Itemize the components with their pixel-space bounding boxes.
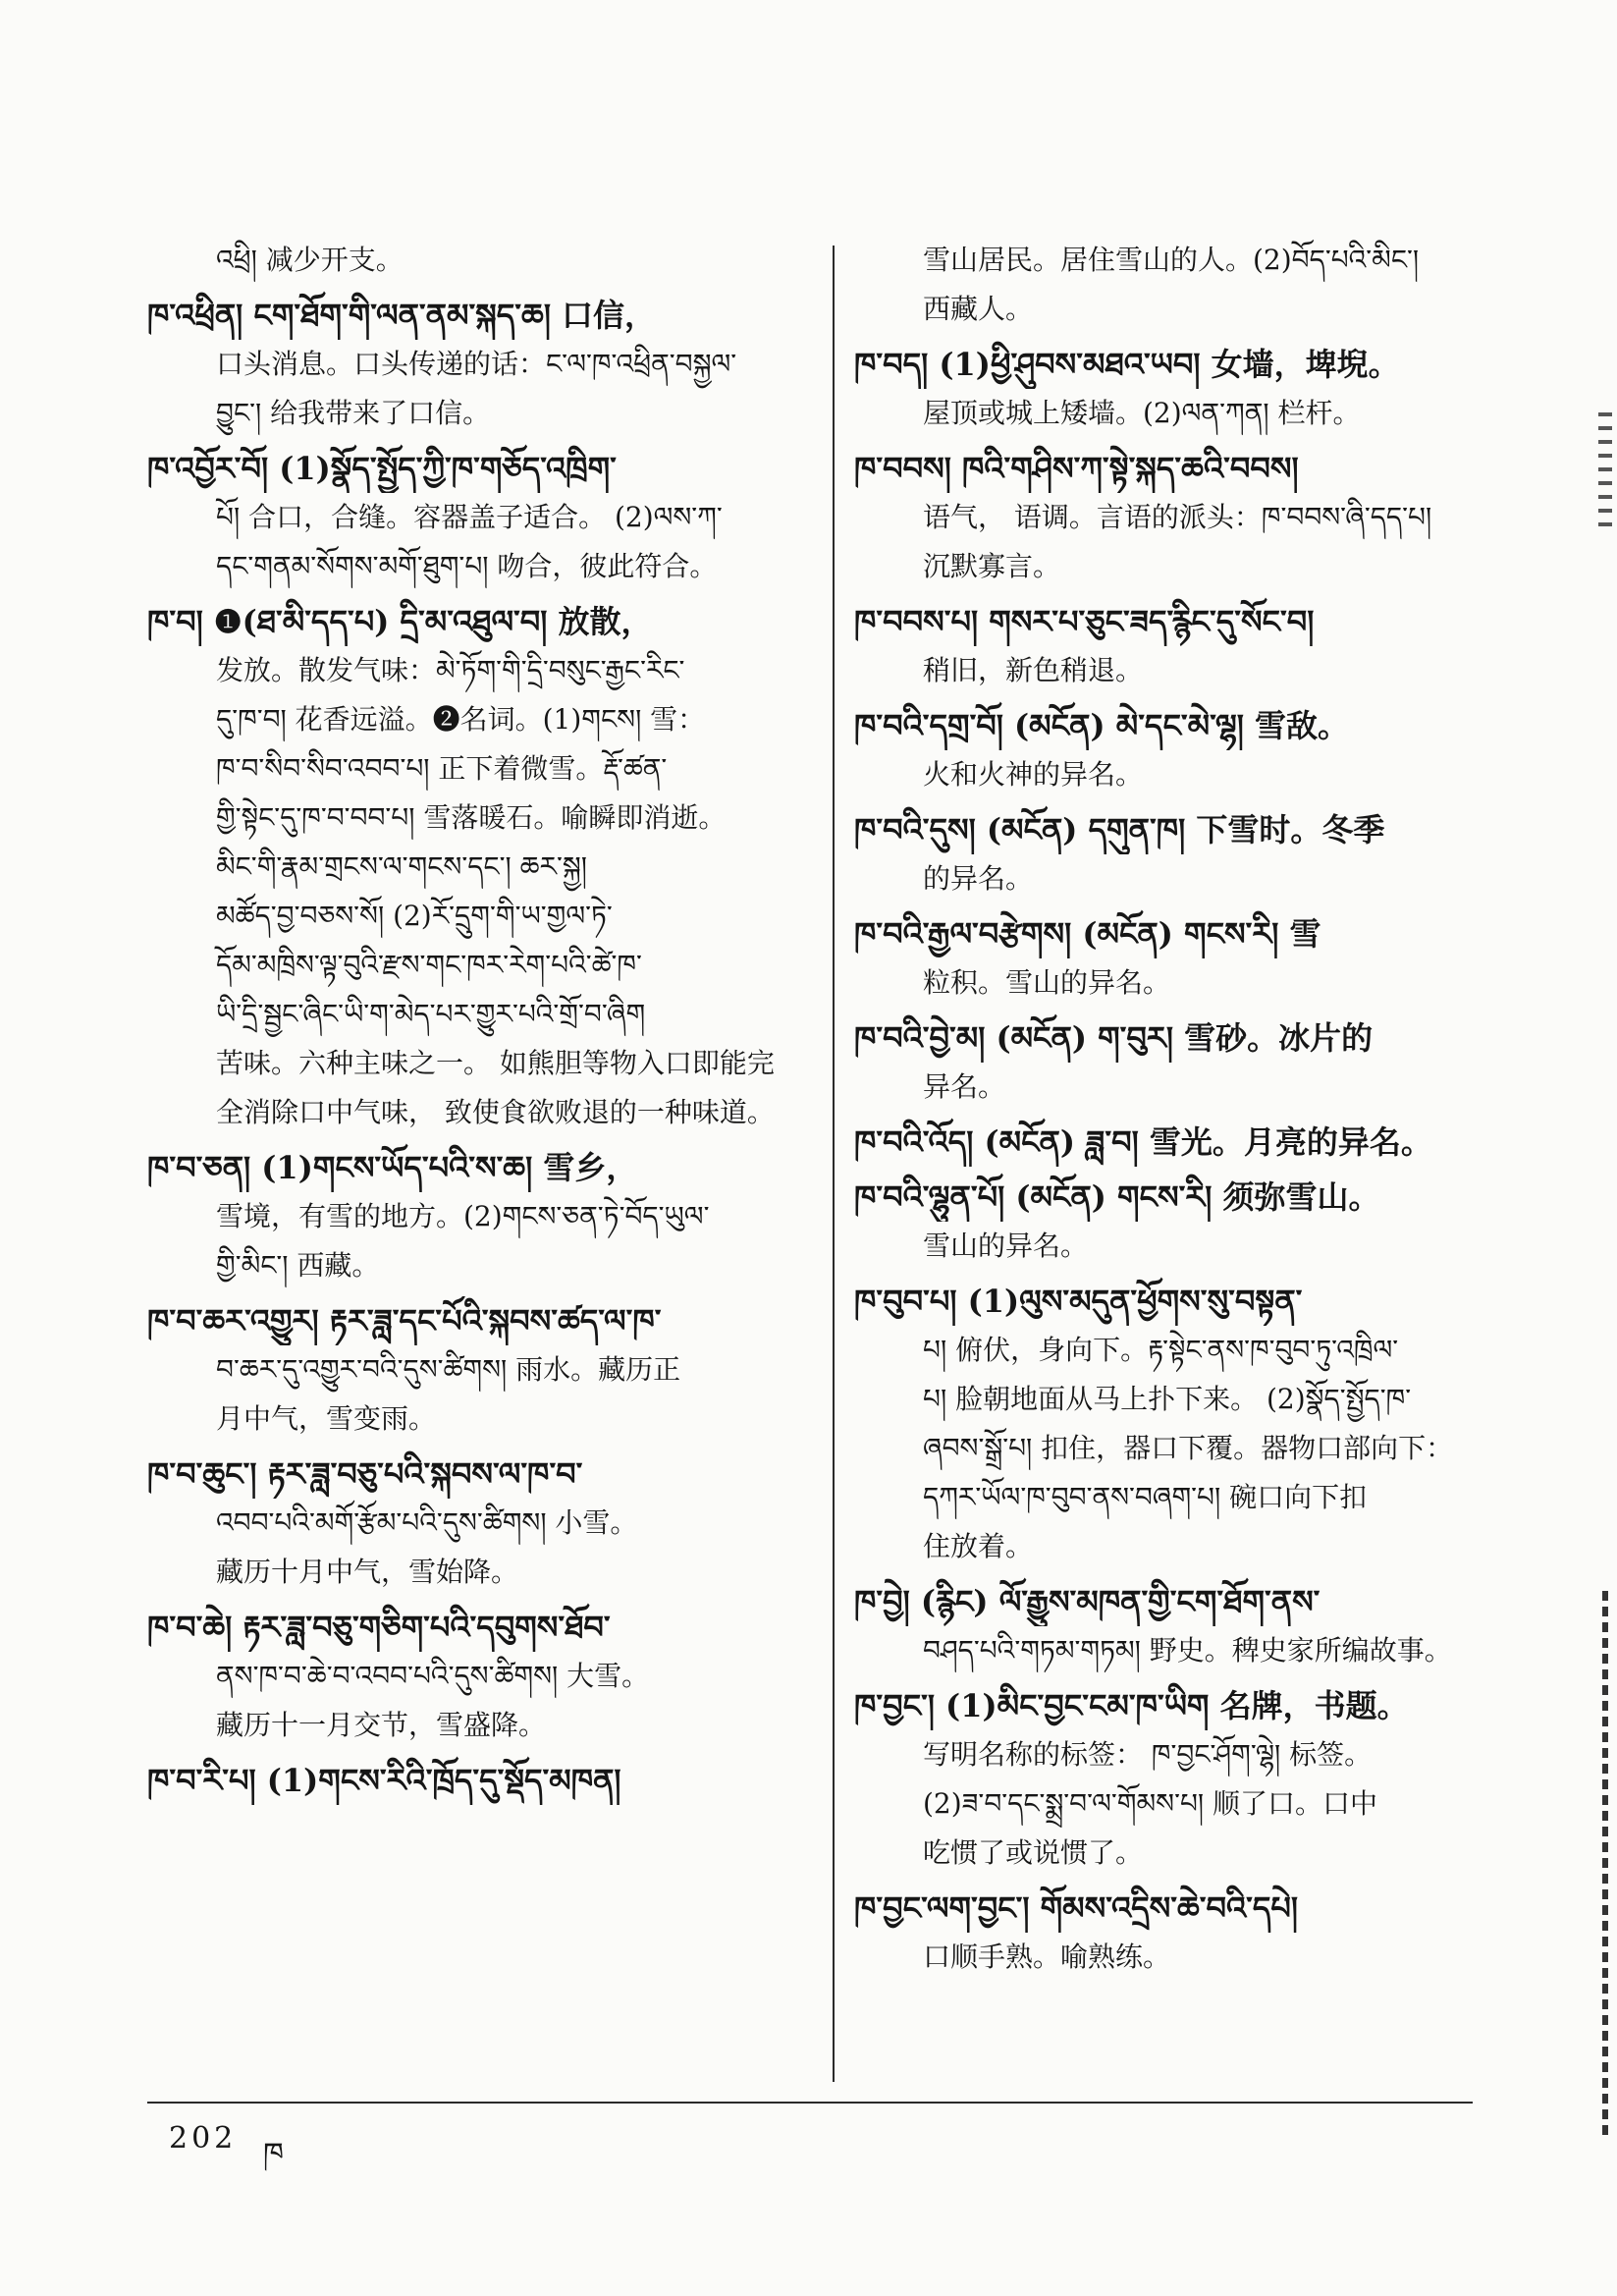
entry-text-line: 粒积。雪山的异名。 [923, 966, 1171, 999]
dictionary-entry [147, 1296, 785, 1444]
entry-text-line: 西藏人。 [923, 293, 1034, 325]
dictionary-entry [854, 909, 1482, 1008]
dictionary-entry [854, 701, 1482, 799]
entry-headword-line: ཁ་བྱེ། (རྙིང) ལོ་རྒྱུས་མཁན་གྱི་ངག་ཐོག་ནས་ [854, 1583, 1321, 1620]
entry-text-line: 写明名称的标签： ཁ་བྱང་ཤོག་ལྷེ། 标签。 [923, 1738, 1373, 1771]
entry-headword-line: ཁ་འབྱོར་བོ། (1)སྣོད་སྤྱོད་ཀྱི་ཁ་གཅོད་འཁྲིག་ [147, 450, 617, 487]
entry-text-line: 语气， 语调。言语的派头：ཁ་བབས་ཞི་དད་པ། [923, 501, 1432, 533]
entry-text-line: དོམ་མཁྲིས་ལྟ་བུའི་རྫས་གང་ཁར་རེག་པའི་ཚེ་ཁ་ [216, 949, 642, 981]
entry-text-line: བྱུང་། 给我带来了口信。 [216, 397, 491, 429]
entry-headword-line: ཁ་འཕྲིན། ངག་ཐོག་གི་ལན་ནམ་སྐད་ཆ། 口信， [147, 297, 657, 334]
entry-text-line: ཞབས་སྒྲོ་པ། 扣住，器口下覆。器物口部向下： [923, 1432, 1454, 1464]
entry-headword-line: ཁ་བད། (1)ཕྱི་ཤུབས་མཐའ་ཡབ། 女墙，埤堄。 [854, 346, 1400, 383]
entry-text-line: པོ། 合口，合缝。容器盖子适合。 (2)ལས་ཀ་ [216, 501, 723, 533]
entry-text-line: བཤད་པའི་གཏམ་གཏམ། 野史。稗史家所编故事。 [923, 1634, 1452, 1667]
edge-binding-marks [1602, 1591, 1608, 2141]
entry-headword-line: ཁ་བའི་འོད། (མངོན) ཟླ་བ། 雪光。月亮的异名。 [854, 1123, 1432, 1161]
entry-text-line: འཕྲི། 减少开支。 [216, 244, 404, 276]
entry-headword-line: ཁ་བ་ཆུང་། རྟར་ཟླ་བཅུ་པའི་སྐབས་ལ་ཁ་བ་ [147, 1455, 583, 1493]
dictionary-entry [147, 1756, 785, 1805]
entry-headword-line: ཁ་བབས། ཁའི་གཤིས་ཀ་སྟེ་སྐད་ཆའི་བབས། [854, 450, 1299, 487]
entry-text-line: 全消除口中气味， 致使食欲败退的一种味道。 [216, 1096, 775, 1128]
dictionary-entry [854, 1884, 1482, 1982]
entry-text-line: མཚོད་བྱ་བཅས་སོ། (2)རོ་དྲུག་གི་ཡ་གྱལ་ཏེ་ [216, 900, 613, 932]
entry-text-line: ཁ་བ་སིབ་སིབ་འབབ་པ། 正下着微雪。རྡོ་ཚན་ [216, 752, 668, 785]
entry-text-line: གྱི་མིང་། 西藏。 [216, 1249, 380, 1282]
dictionary-entry [854, 1277, 1482, 1571]
entry-text-line: 藏历十月中气，雪始降。 [216, 1556, 519, 1588]
left-column [147, 236, 785, 1811]
entry-text-line: 雪山居民。居住雪山的人。(2)བོད་པའི་མིང་། [923, 244, 1420, 276]
entry-text-line: 雪山的异名。 [923, 1230, 1089, 1262]
entry-headword-line: ཁ་བྱང་། (1)མིང་བྱང་ངམ་ཁ་ཡིག 名牌，书题。 [854, 1687, 1409, 1724]
dictionary-entry [854, 597, 1482, 695]
entry-text-line: 沉默寡言。 [923, 550, 1061, 582]
entry-headword-line: ཁ་བའི་དུས། (མངོན) དགུན་ཁ། 下雪时。冬季 [854, 811, 1385, 848]
dictionary-entry [854, 444, 1482, 591]
entry-text-line: དཀར་ཡོལ་ཁ་བུབ་ནས་བཞག་པ། 碗口向下扣 [923, 1481, 1368, 1513]
entry-text-line: ཡི་དྲི་སྦྱང་ཞིང་ཡི་ག་མེད་པར་གྱུར་པའི་གྲོ་བ་ཞིག [216, 998, 646, 1030]
entry-text-line: 雪境，有雪的地方。(2)གངས་ཅན་ཏེ་བོད་ཡུལ་ [216, 1200, 710, 1232]
dictionary-entry [147, 597, 785, 1137]
entry-headword-line: ཁ་བབས་པ། གསར་པ་ཅུང་ཟད་རྙིང་དུ་སོང་བ། [854, 603, 1315, 640]
entry-headword-line: ཁ་བུབ་པ། (1)ལུས་མདུན་ཕྱོགས་སུ་བསྟན་ [854, 1283, 1303, 1320]
entry-text-line: 苦味。六种主味之一。 如熊胆等物入口即能完 [216, 1047, 775, 1079]
right-column [854, 236, 1482, 1988]
dictionary-entry [147, 291, 785, 438]
dictionary-entry [147, 1603, 785, 1750]
entry-headword-line: ཁ་བ་ཅན། (1)གངས་ཡོད་པའི་ས་ཆ། 雪乡， [147, 1149, 638, 1186]
edge-thumb-marks [1598, 412, 1612, 530]
entry-headword-line: ཁ་བ་ཆེ། རྟར་ཟླ་བཅུ་གཅིག་པའི་དབུགས་ཐོབ་ [147, 1609, 611, 1646]
dictionary-entry [854, 1577, 1482, 1675]
entry-text-line: 月中气，雪变雨。 [216, 1402, 437, 1435]
entry-text-line: 火和火神的异名。 [923, 758, 1144, 791]
dictionary-entry [854, 1013, 1482, 1112]
entry-text-line: 稍旧，新色稍退。 [923, 654, 1144, 686]
entry-text-line: 异名。 [923, 1070, 1006, 1103]
entry-headword-line: ཁ་བ་ཆར་འགྱུར། རྟར་ཟླ་དང་པོའི་སྐབས་ཚད་ལ་ཁ་ [147, 1302, 662, 1339]
entry-text-line: 口顺手熟。喻熟练。 [923, 1941, 1171, 1973]
dictionary-entry [854, 236, 1482, 334]
page-number: 202 [169, 2121, 238, 2156]
column-divider [833, 246, 835, 2082]
entry-headword-line: ཁ་བའི་དགྲ་བོ། (མངོན) མེ་དང་མེ་ལྷ། 雪敌。 [854, 707, 1350, 744]
footer-rule [147, 2102, 1473, 2104]
entry-text-line: (2)ཟ་བ་དང་སྨྲ་བ་ལ་གོམས་པ། 顺了口。口中 [923, 1787, 1378, 1820]
dictionary-entry [854, 1681, 1482, 1878]
dictionary-entry [854, 340, 1482, 438]
dictionary-entry [147, 236, 785, 285]
dictionary-entry [147, 1449, 785, 1597]
entry-headword-line: ཁ་བ་རི་པ། (1)གངས་རིའི་ཁྲོད་དུ་སྡོད་མཁན། [147, 1762, 621, 1799]
entry-headword-line: ཁ་བྱང་ལག་བྱང་། གོམས་འདྲིས་ཆེ་བའི་དཔེ། [854, 1889, 1299, 1927]
dictionary-entry [854, 1173, 1482, 1271]
entry-headword-line: ཁ་བའི་བྱེ་མ། (མངོན) ག་བུར། 雪砂。冰片的 [854, 1019, 1374, 1057]
dictionary-entry [147, 1143, 785, 1290]
entry-text-line: བ་ཆར་དུ་འགྱུར་བའི་དུས་ཚིགས། 雨水。藏历正 [216, 1353, 681, 1386]
entry-text-line: 屋顶或城上矮墙。(2)ལན་ཀན། 栏杆。 [923, 397, 1361, 429]
dictionary-entry [147, 444, 785, 591]
dictionary-entry [854, 805, 1482, 903]
entry-text-line: 的异名。 [923, 862, 1034, 895]
entry-text-line: 住放着。 [923, 1530, 1034, 1562]
dictionary-entry [854, 1118, 1482, 1167]
entry-text-line: གྱི་སྟེང་དུ་ཁ་བ་བབ་པ། 雪落暖石。喻瞬即消逝。 [216, 801, 727, 834]
entry-text-line: པ། 脸朝地面从马上扑下来。 (2)སྣོད་སྤྱོད་ཁ་ [923, 1383, 1412, 1415]
entry-text-line: 吃惯了或说惯了。 [923, 1836, 1144, 1869]
entry-text-line: དང་གནམ་སོགས་མགོ་ཐུག་པ། 吻合，彼此符合。 [216, 550, 718, 582]
entry-text-line: ནས་ཁ་བ་ཆེ་བ་འབབ་པའི་དུས་ཚིགས། 大雪。 [216, 1660, 650, 1692]
entry-text-line: 口头消息。口头传递的话：ང་ལ་ཁ་འཕྲིན་བསྐྱལ་ [216, 348, 737, 380]
entry-text-line: 藏历十一月交节，雪盛降。 [216, 1709, 547, 1741]
entry-text-line: འབབ་པའི་མགོ་རྩོམ་པའི་དུས་ཚིགས། 小雪。 [216, 1506, 638, 1539]
entry-headword-line: ཁ་བའི་ལྷུན་པོ། (མངོན) གངས་རི། 须弥雪山。 [854, 1178, 1380, 1216]
entry-text-line: མིང་གི་རྣམ་གྲངས་ལ་གངས་དང་། ཆར་སྐྱ། [216, 850, 587, 883]
entry-headword-line: ཁ་བའི་རྒྱལ་བརྩེགས། (མངོན) གངས་རི། 雪 [854, 915, 1321, 953]
entry-headword-line: ཁ་བ། ❶(ཐ་མི་དད་པ) དྲི་མ་འཐུལ་བ། 放散， [147, 603, 653, 640]
entry-text-line: 发放。散发气味：མེ་ཏོག་གི་དྲི་བསུང་རྒྱང་རིང་ [216, 654, 685, 686]
entry-text-line: པ། 俯伏，身向下。རྟ་སྟེང་ནས་ཁ་བུབ་ཏུ་འཁྲིལ་ [923, 1334, 1399, 1366]
entry-text-line: དུ་ཁ་བ། 花香远溢。❷名词。(1)གངས། 雪： [216, 703, 706, 736]
section-letter: ཁ [263, 2137, 284, 2171]
